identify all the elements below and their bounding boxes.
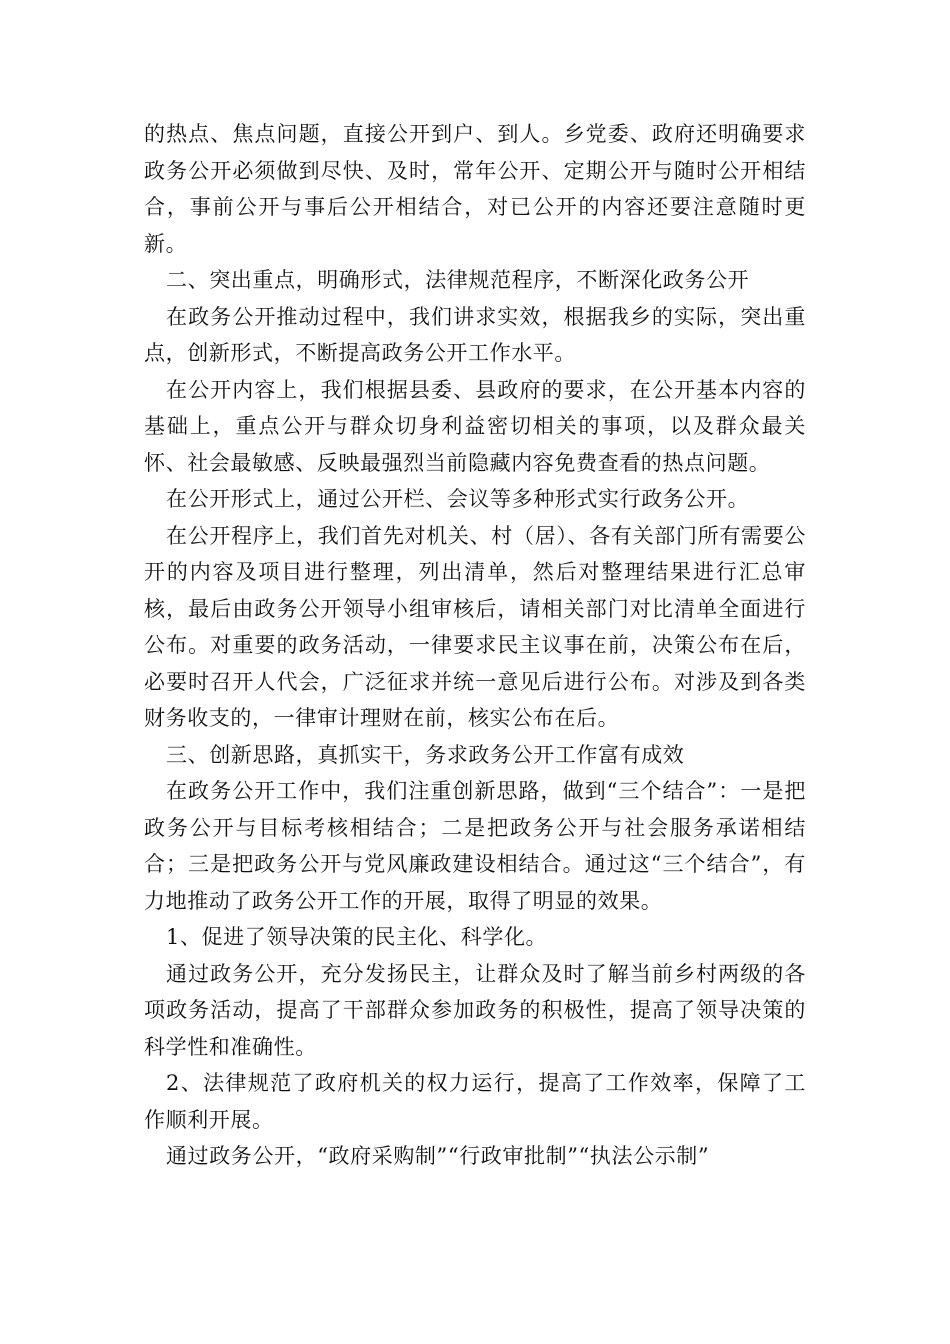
section-heading-3: 三、创新思路，真抓实干，务求政务公开工作富有成效: [166, 742, 685, 767]
paragraph: 的热点、焦点问题，直接公开到户、到人。乡党委、政府还明确要求政务公开必须做到尽快、及时，常年公开、定期公开与随时公开相结合，事前公开与事后公开相结合，对已公开的内容还要注意随时更新。: [144, 122, 806, 256]
paragraph: 通过政务公开，充分发扬民主，让群众及时了解当前乡村两级的各项政务活动，提高了干部群众参加政务的积极性，提高了领导决策的科学性和准确性。: [144, 961, 806, 1059]
section-heading-2: 二、突出重点，明确形式，法律规范程序，不断深化政务公开: [166, 268, 750, 292]
paragraph: 在公开内容上，我们根据县委、县政府的要求，在公开基本内容的基础上，重点公开与群众切身利益密切相关的事项，以及群众最关怀、社会最敏感、反映最强烈当前隐藏内容免费查看的热点问题。: [144, 377, 806, 475]
paragraph: 在公开形式上，通过公开栏、会议等多种形式实行政务公开。: [166, 487, 750, 511]
document-body: [144, 116, 806, 1175]
subheading-2: 2、法律规范了政府机关的权力运行，提高了工作效率，保障了工作顺利开展。: [144, 1071, 806, 1132]
paragraph: 在政务公开推动过程中，我们讲求实效，根据我乡的实际，突出重点，创新形式，不断提高政务公开工作水平。: [144, 304, 806, 365]
paragraph: 在政务公开工作中，我们注重创新思路，做到“三个结合”：一是把政务公开与目标考核相结合；二是把政务公开与社会服务承诺相结合；三是把政务公开与党风廉政建设相结合。通过这“三个结合”，有力地推动了政务公开工作的开展，取得了明显的效果。: [144, 779, 806, 913]
paragraph: 通过政务公开，“政府采购制”“行政审批制”“执法公示制”: [166, 1144, 710, 1168]
subheading-1: 1、促进了领导决策的民主化、科学化。: [166, 925, 548, 949]
paragraph: 在公开程序上，我们首先对机关、村（居）、各有关部门所有需要公开的内容及项目进行整理，列出清单，然后对整理结果进行汇总审核，最后由政务公开领导小组审核后，请相关部门对比清单全面进行公布。对重要的政务活动，一律要求民主议事在前，决策公布在后，必要时召开人代会，广泛征求并统一意见后进行公布。对涉及到各类财务收支的，一律审计理财在前，核实公布在后。: [144, 523, 806, 730]
